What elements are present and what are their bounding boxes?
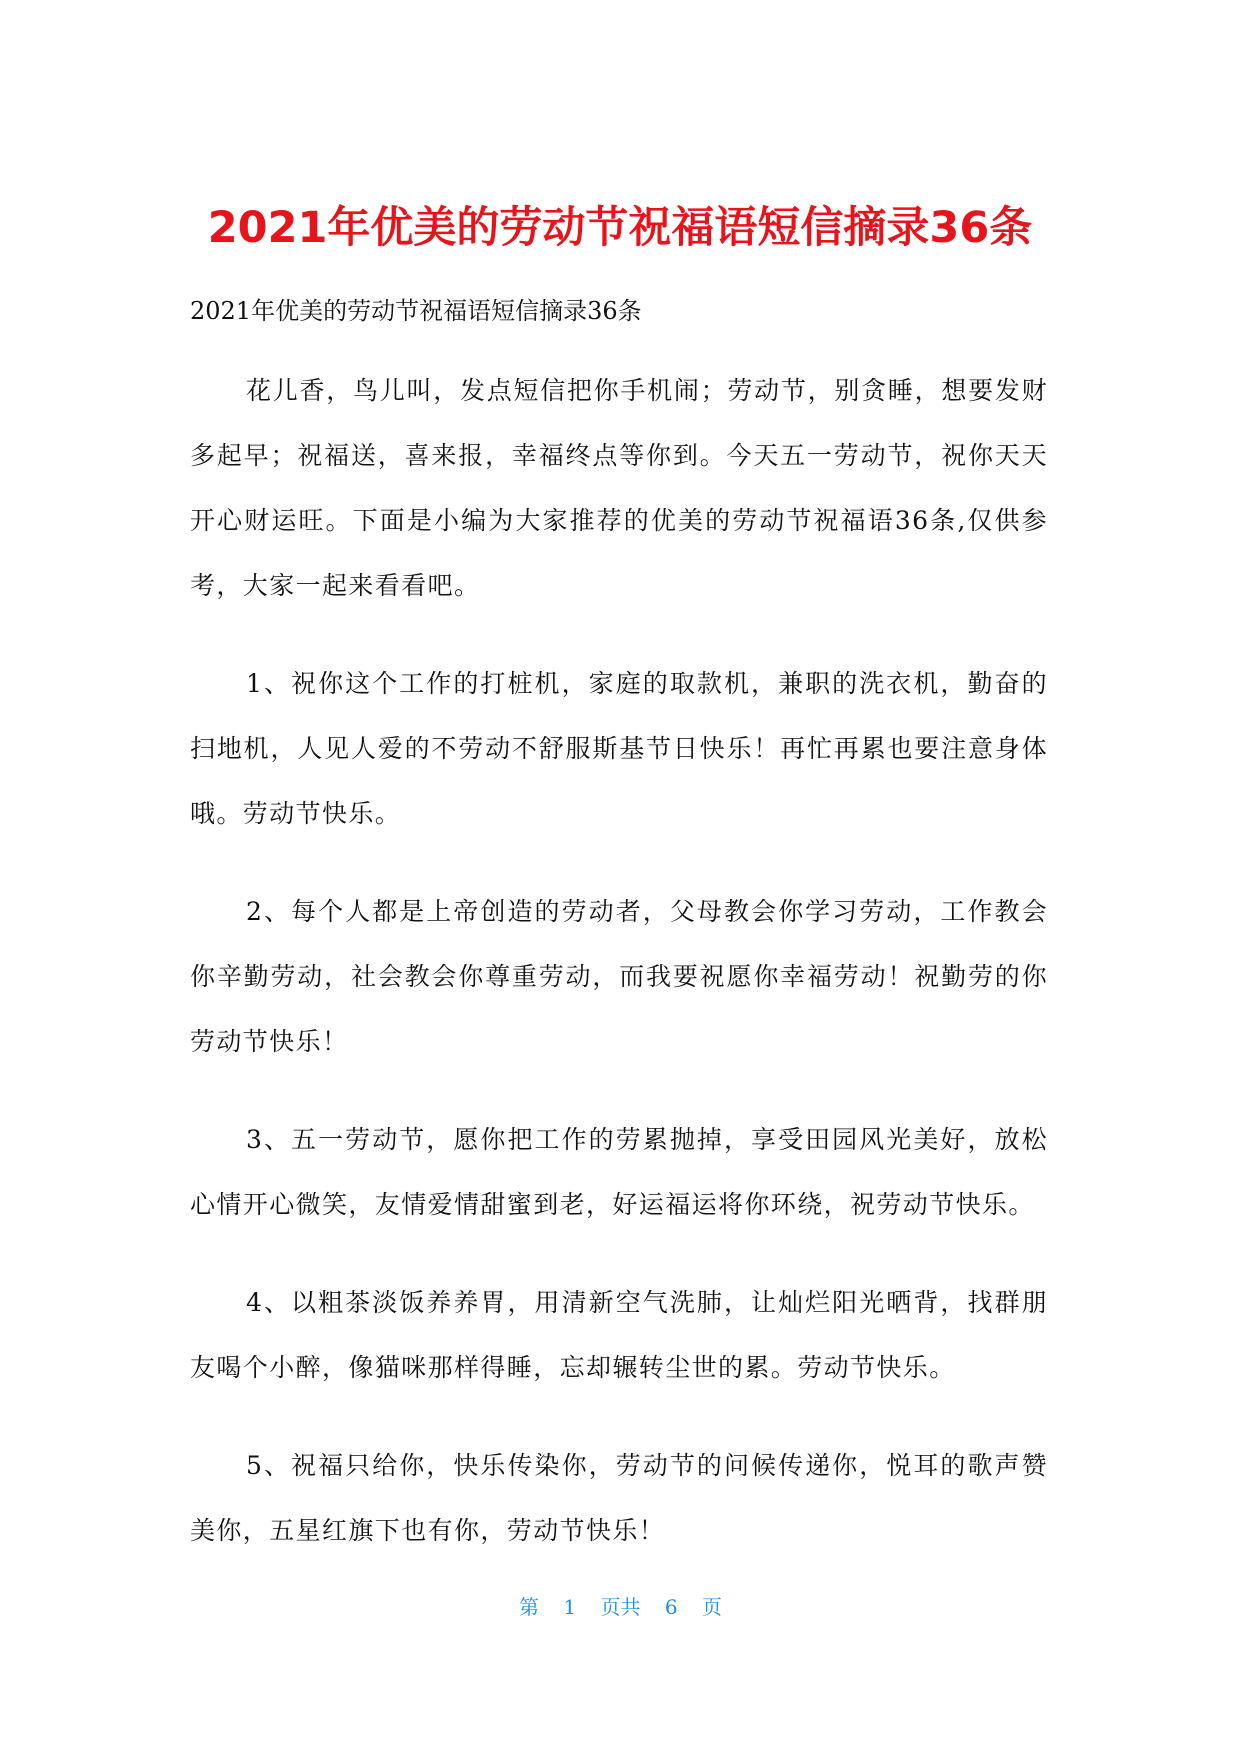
intro-paragraph: 花儿香，鸟儿叫，发点短信把你手机闹；劳动节，别贪睡，想要发财多起早；祝福送，喜来报，幸福终点等你到。今天五一劳动节，祝你天天开心财运旺。下面是小编为大家推荐的优美的劳动节祝福语36条,仅供参考，大家一起来看看吧。 [190,376,1048,600]
wish-paragraph-5: 5、祝福只给你，快乐传染你，劳动节的问候传递你，悦耳的歌声赞美你，五星红旗下也有你，劳动节快乐！ [190,1451,1048,1545]
document-body [190,358,1048,1596]
footer-total-pages: 6 [664,1595,678,1619]
wish-paragraph-3: 3、五一劳动节，愿你把工作的劳累抛掉，享受田园风光美好，放松心情开心微笑，友情爱情甜蜜到老，好运福运将你环绕，祝劳动节快乐。 [190,1125,1048,1219]
page-footer [0,1593,1241,1621]
wish-paragraph-1: 1、祝你这个工作的打桩机，家庭的取款机，兼职的洗衣机，勤奋的扫地机，人见人爱的不劳动不舒服斯基节日快乐！再忙再累也要注意身体哦。劳动节快乐。 [190,669,1048,828]
footer-current-page: 1 [563,1595,577,1619]
document-title: 2021年优美的劳动节祝福语短信摘录36条 [207,203,1033,253]
document-subtitle: 2021年优美的劳动节祝福语短信摘录36条 [190,297,642,325]
wish-paragraph-2: 2、每个人都是上帝创造的劳动者，父母教会你学习劳动，工作教会你辛勤劳动，社会教会你尊重劳动，而我要祝愿你幸福劳动！祝勤劳的你劳动节快乐！ [190,897,1048,1056]
footer-middle: 页共 [600,1595,641,1619]
footer-prefix: 第 [519,1595,540,1619]
footer-suffix: 页 [701,1595,722,1619]
wish-paragraph-4: 4、以粗茶淡饭养养胃，用清新空气洗肺，让灿烂阳光晒背，找群朋友喝个小醉，像猫咪那样得睡，忘却辗转尘世的累。劳动节快乐。 [190,1288,1048,1382]
